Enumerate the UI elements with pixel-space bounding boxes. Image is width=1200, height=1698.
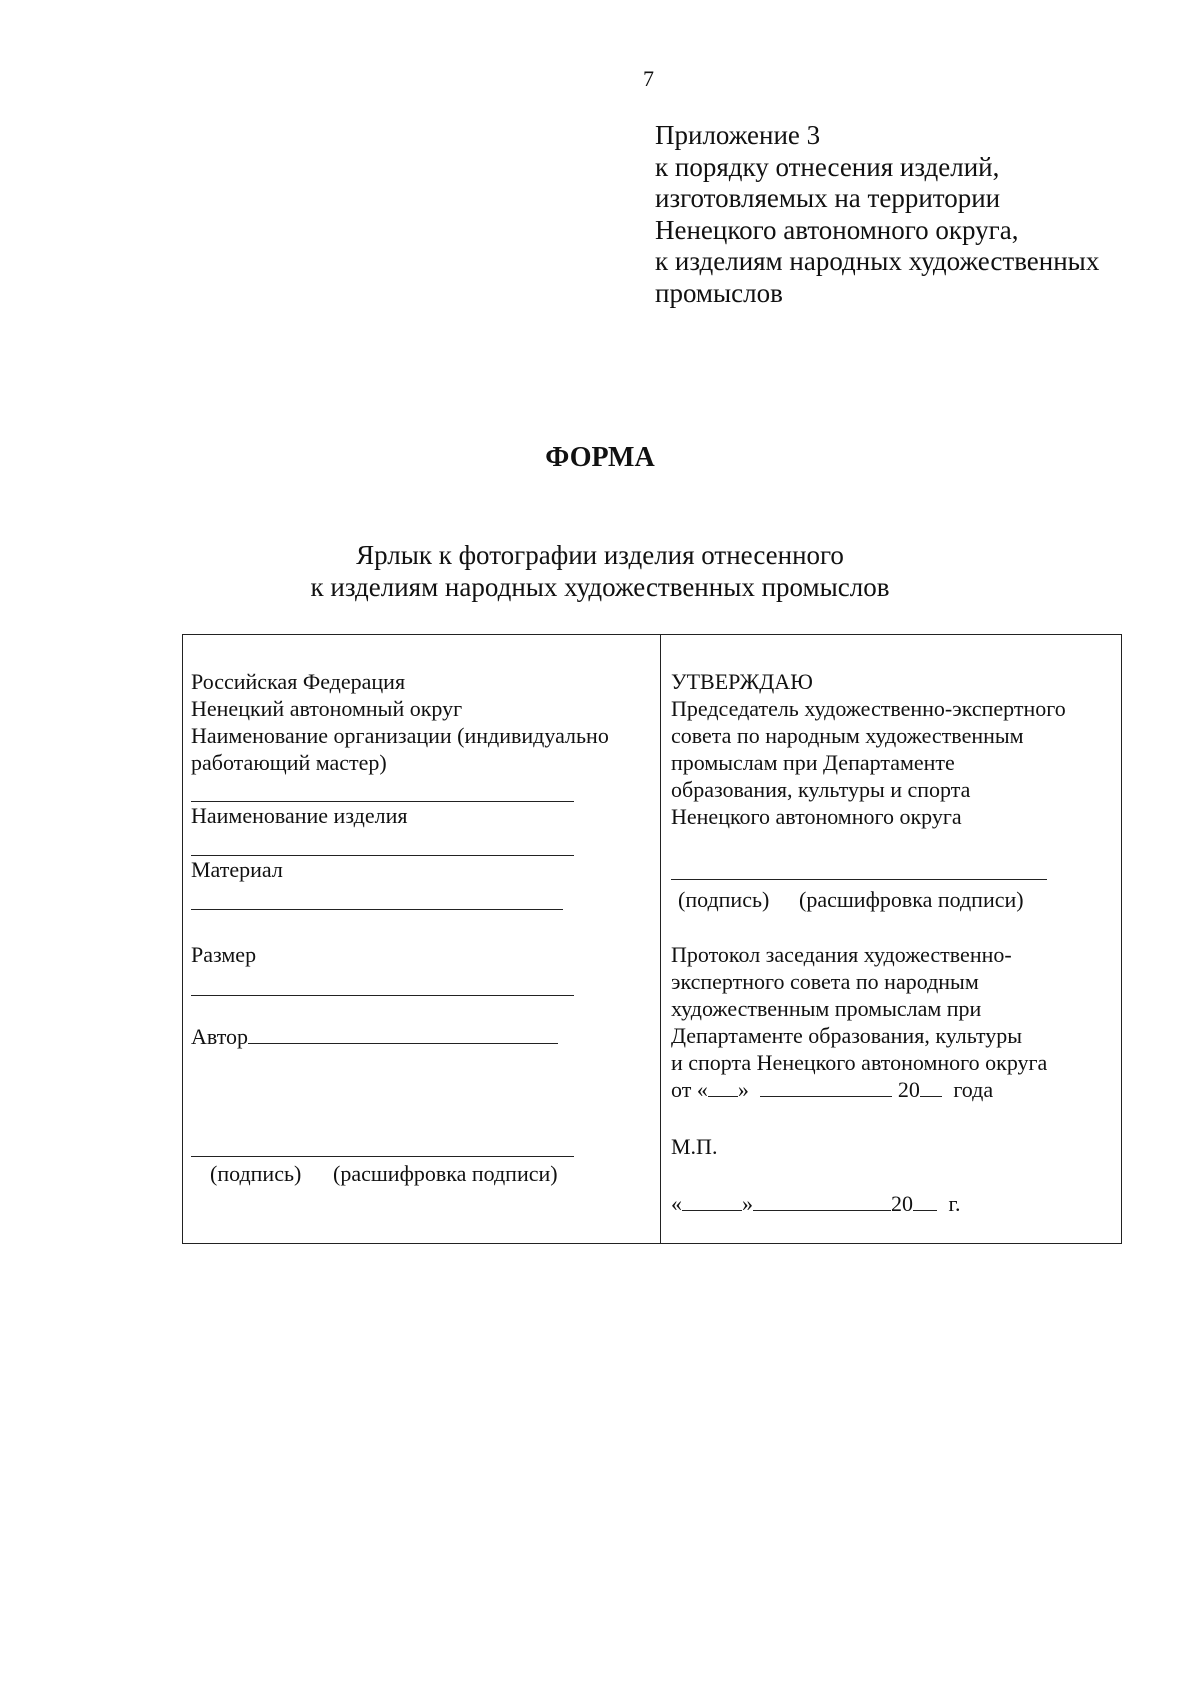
- right-signature-field[interactable]: [671, 879, 1047, 880]
- date-quote-close: »: [742, 1191, 753, 1216]
- protocol-line: и спорта Ненецкого автономного округа: [671, 1050, 1048, 1075]
- approval-day-field[interactable]: [682, 1190, 742, 1211]
- material-field[interactable]: [191, 909, 563, 910]
- left-header-line: работающий мастер): [191, 750, 387, 775]
- page-number: 7: [643, 66, 654, 91]
- left-signature-field[interactable]: [191, 1156, 574, 1157]
- left-header-line: Ненецкий автономный округ: [191, 696, 463, 721]
- protocol-line: экспертного совета по народным: [671, 969, 979, 994]
- author-text: Автор: [191, 1024, 249, 1049]
- approval-date-line: [671, 1190, 961, 1217]
- protocol-month-field[interactable]: [760, 1076, 892, 1097]
- label-title: [0, 540, 1200, 603]
- protocol-year-suffix: года: [953, 1077, 994, 1102]
- protocol-line: художественным промыслам при: [671, 996, 982, 1021]
- protocol-date-quote-close: »: [737, 1077, 749, 1102]
- label-title-line: к изделиям народных художественных промыслов: [310, 571, 890, 602]
- date-year-suffix: г.: [948, 1191, 961, 1216]
- author-field[interactable]: [248, 1023, 558, 1044]
- chairman-line: Ненецкого автономного округа: [671, 804, 962, 829]
- right-signature-decoding-caption: (расшифровка подписи): [799, 887, 1024, 912]
- appendix-line: изготовляемых на территории: [655, 183, 1001, 213]
- stamp-label: М.П.: [671, 1134, 718, 1159]
- chairman-line: Председатель художественно-экспертного: [671, 696, 1066, 721]
- protocol-date-prefix: от «: [671, 1077, 708, 1102]
- appendix-block: [655, 120, 1175, 309]
- protocol-line: Протокол заседания художественно-: [671, 942, 1012, 967]
- material-label: Материал: [191, 857, 283, 882]
- product-name-label: Наименование изделия: [191, 803, 408, 828]
- approval-year-field[interactable]: [913, 1190, 937, 1211]
- appendix-line: промыслов: [655, 277, 783, 308]
- form-title: ФОРМА: [545, 442, 655, 473]
- chairman-line: промыслам при Департаменте: [671, 750, 955, 775]
- protocol-line: Департаменте образования, культуры: [671, 1023, 1023, 1048]
- chairman-line: совета по народным художественным: [671, 723, 1024, 748]
- protocol-date-line: [671, 1076, 993, 1103]
- appendix-line: к изделиям народных художественных: [655, 246, 1100, 276]
- chairman-line: образования, культуры и спорта: [671, 777, 971, 802]
- left-signature-decoding-caption: (расшифровка подписи): [333, 1161, 558, 1186]
- appendix-line: Ненецкого автономного округа,: [655, 214, 1019, 245]
- column-divider: [660, 635, 661, 1243]
- size-field[interactable]: [191, 995, 574, 996]
- appendix-line: к порядку отнесения изделий,: [655, 151, 1000, 182]
- approval-month-field[interactable]: [753, 1190, 891, 1211]
- date-quote-open: «: [671, 1191, 682, 1216]
- protocol-year-prefix: 20: [897, 1077, 920, 1102]
- size-label: Размер: [191, 942, 257, 967]
- appendix-line: Приложение 3: [655, 120, 821, 150]
- label-form-box: [182, 634, 1122, 1244]
- approve-label: УТВЕРЖДАЮ: [671, 669, 813, 694]
- left-header-line: Российская Федерация: [191, 669, 406, 694]
- label-title-line: Ярлык к фотографии изделия отнесенного: [356, 540, 844, 570]
- author-label: [191, 1023, 558, 1050]
- date-year-prefix: 20: [891, 1191, 913, 1216]
- right-signature-caption: (подпись): [678, 887, 770, 912]
- left-header-line: Наименование организации (индивидуально: [191, 723, 609, 748]
- protocol-year-field[interactable]: [920, 1076, 942, 1097]
- protocol-day-field[interactable]: [708, 1076, 738, 1097]
- left-signature-caption: (подпись): [210, 1161, 302, 1186]
